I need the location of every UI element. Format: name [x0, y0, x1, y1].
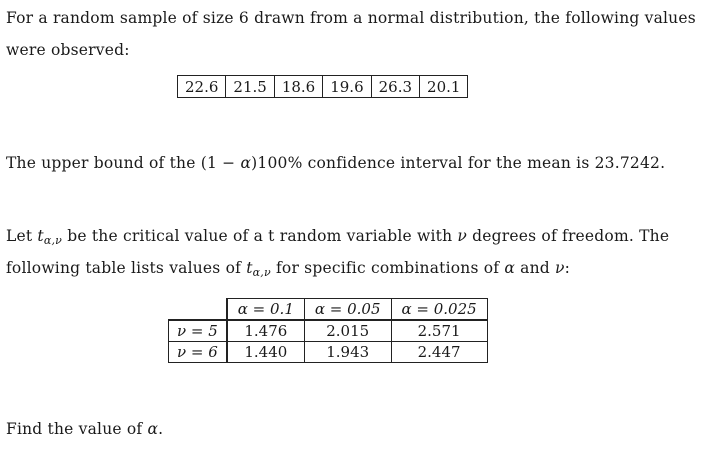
tcrit-line1-a: Let: [6, 227, 38, 245]
sample-value: 18.6: [274, 76, 322, 98]
tcrit-line2-a: following table lists values of: [6, 259, 247, 277]
tcrit-line2-nu: ν: [555, 259, 565, 277]
ci-statement: [6, 154, 665, 172]
t-table-row: [169, 320, 488, 342]
tcrit-subscript-2: α,ν: [252, 266, 271, 279]
tcrit-line1-b: be the critical value of a t random variable with: [62, 227, 458, 245]
sample-value: 26.3: [371, 76, 419, 98]
t-table-cell: 2.571: [391, 320, 487, 342]
t-table-col-header: α = 0.05: [304, 299, 391, 321]
intro-line-2: were observed:: [6, 41, 130, 59]
sample-value: 21.5: [226, 76, 274, 98]
t-table-cell: 1.476: [227, 320, 305, 342]
tcrit-line-1: [6, 227, 669, 247]
tcrit-line2-end: :: [564, 259, 571, 277]
t-critical-values-table: [168, 298, 488, 363]
t-table-col-header: α = 0.1: [227, 299, 305, 321]
sample-value: 19.6: [323, 76, 371, 98]
t-table-row: [169, 342, 488, 363]
t-table-cell: 1.440: [227, 342, 305, 363]
question-prefix: Find the value of: [6, 420, 148, 438]
tcrit-symbol: t: [37, 227, 44, 245]
tcrit-line-2: [6, 259, 570, 279]
question-end: .: [158, 420, 164, 438]
t-table-header-row: [169, 299, 488, 321]
question-alpha: α: [147, 420, 159, 438]
tcrit-line2-and: and: [515, 259, 556, 277]
sample-values-row: [178, 76, 468, 98]
intro-line-1: For a random sample of size 6 drawn from a normal distribution, the following values: [6, 9, 696, 27]
t-table-row-header: ν = 5: [169, 320, 227, 342]
sample-values-table: [177, 75, 468, 98]
ci-suffix: )100% confidence interval for the mean is 23.7242.: [251, 154, 666, 172]
tcrit-nu: ν: [457, 227, 468, 245]
question-line: [6, 420, 163, 438]
sample-value: 22.6: [178, 76, 226, 98]
tcrit-symbol-2: t: [246, 259, 253, 277]
t-table-cell: 1.943: [304, 342, 391, 363]
t-table-corner: [169, 299, 227, 321]
tcrit-line2-b: for specific combinations of: [270, 259, 505, 277]
tcrit-subscript: α,ν: [43, 234, 63, 247]
tcrit-line2-alpha: α: [504, 259, 516, 277]
tcrit-line1-c: degrees of freedom. The: [467, 227, 670, 245]
t-table-cell: 2.447: [391, 342, 487, 363]
t-table-row-header: ν = 6: [169, 342, 227, 363]
ci-prefix: The upper bound of the (1 −: [6, 154, 241, 172]
t-table-col-header: α = 0.025: [391, 299, 487, 321]
ci-alpha: α: [240, 154, 252, 172]
sample-value: 20.1: [420, 76, 468, 98]
t-table-cell: 2.015: [304, 320, 391, 342]
